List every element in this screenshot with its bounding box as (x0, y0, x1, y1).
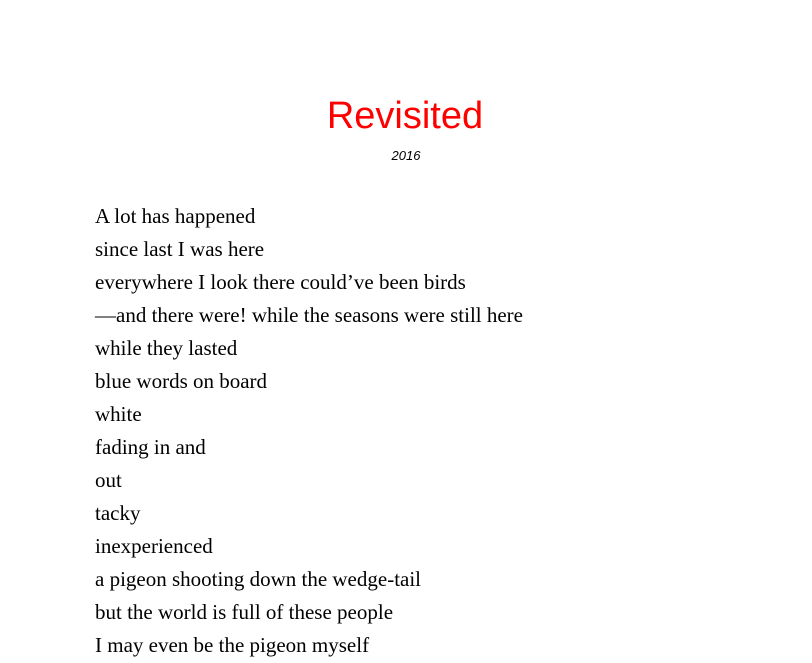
poem-title: Revisited (326, 95, 484, 137)
poem-line: but the world is full of these people (95, 600, 394, 624)
poem-line: while they lasted (95, 336, 238, 360)
poem-line: since last I was here (95, 237, 265, 261)
poem-line: white (95, 402, 142, 426)
poem-line: a pigeon shooting down the wedge-tail (95, 567, 422, 591)
poem-body (95, 200, 523, 662)
poem-line: A lot has happened (95, 204, 256, 228)
poem-line: inexperienced (95, 534, 213, 558)
poem-year: 2016 (391, 148, 421, 163)
poem-line: blue words on board (95, 369, 268, 393)
poem-line: fading in and (95, 435, 206, 459)
poem-line: everywhere I look there could’ve been birds (95, 270, 466, 294)
poem-line: —and there were! while the seasons were still here (95, 303, 523, 327)
poem-line: out (95, 468, 122, 492)
poem-line: tacky (95, 501, 141, 525)
poem-line: I may even be the pigeon myself (95, 633, 370, 657)
